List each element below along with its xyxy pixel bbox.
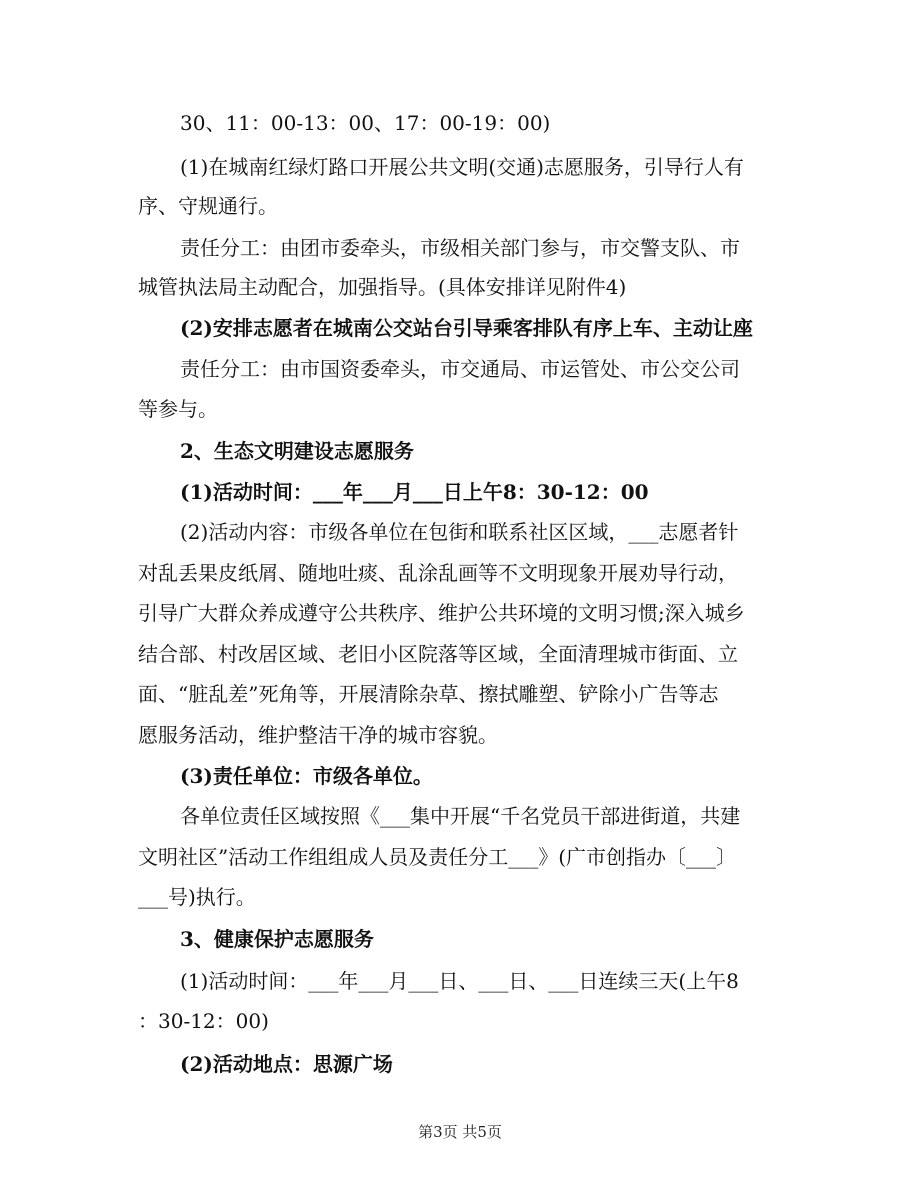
- text-line: 等参与。: [138, 397, 218, 421]
- text-line: ：30-12：00): [138, 1009, 269, 1033]
- text-line: 结合部、村改居区域、老旧小区院落等区域，全面清理城市街面、立: [138, 642, 738, 666]
- text-line: (1)活动时间：___年___月___日、___日、___日连续三天(上午8: [180, 969, 739, 993]
- text-line: 文明社区”活动工作组组成人员及责任分工___》(广市创指办〔___〕: [138, 845, 737, 869]
- text-line: (2)活动地点：思源广场: [180, 1052, 393, 1076]
- text-line: 引导广大群众养成遵守公共秩序、维护公共环境的文明习惯;深入城乡: [138, 601, 745, 625]
- text-line: (1)活动时间：___年___月___日上午8：30-12：00: [180, 480, 649, 504]
- text-line: 序、守规通行。: [138, 194, 278, 218]
- section-heading: 2、生态文明建设志愿服务: [180, 439, 414, 463]
- section-heading: 3、健康保护志愿服务: [180, 927, 374, 951]
- text-line: 对乱丢果皮纸屑、随地吐痰、乱涂乱画等不文明现象开展劝导行动，: [138, 561, 738, 585]
- text-line: (2)活动内容：市级各单位在包街和联系社区区域，___志愿者针: [180, 520, 739, 544]
- text-line: ___号)执行。: [138, 885, 256, 909]
- text-line: (1)在城南红绿灯路口开展公共文明(交通)志愿服务，引导行人有: [180, 155, 744, 179]
- page-footer: 第3页 共5页: [418, 1123, 502, 1141]
- text-line: (2)安排志愿者在城南公交站台引导乘客排队有序上车、主动让座: [180, 316, 753, 340]
- text-line: 各单位责任区域按照《___集中开展“千名党员干部进街道，共建: [180, 804, 741, 828]
- text-line: 责任分工：由团市委牵头，市级相关部门参与，市交警支队、市: [180, 236, 740, 260]
- text-line: 城管执法局主动配合，加强指导。(具体安排详见附件4): [138, 275, 627, 299]
- text-line: 30、11：00-13：00、17：00-19：00): [180, 111, 551, 135]
- text-line: 面、“脏乱差”死角等，开展清除杂草、擦拭雕塑、铲除小广告等志: [138, 682, 719, 706]
- text-line: (3)责任单位：市级各单位。: [180, 764, 433, 788]
- text-line: 愿服务活动，维护整洁干净的城市容貌。: [138, 723, 498, 747]
- text-line: 责任分工：由市国资委牵头，市交通局、市运管处、市公交公司: [180, 357, 740, 381]
